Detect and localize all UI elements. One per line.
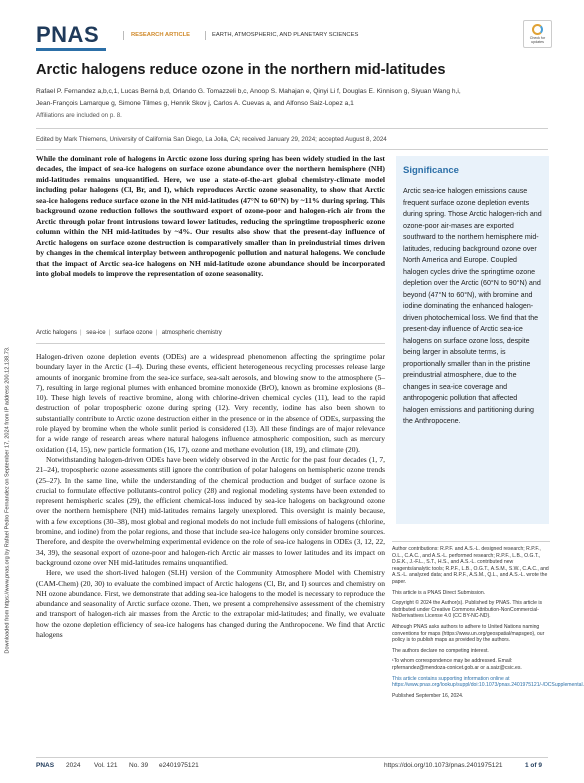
competing-interest-note: The authors declare no competing interest. [392, 647, 489, 654]
divider [36, 343, 385, 344]
keyword[interactable]: Arctic halogens [36, 330, 78, 336]
refresh-icon [532, 24, 543, 35]
main-text [36, 352, 385, 640]
keywords: Arctic halogens | sea-ice | surface ozone | atmospheric chemistry [36, 330, 222, 336]
significance-title: Significance [403, 165, 459, 176]
article-title: Arctic halogens reduce ozone in the northern mid-latitudes [36, 62, 446, 78]
article-section: EARTH, ATMOSPHERIC, AND PLANETARY SCIENCES [212, 32, 359, 38]
download-watermark [2, 250, 14, 750]
divider [36, 149, 548, 150]
significance-text: Arctic sea-ice halogen emissions cause frequent surface ozone depletion events during spring. Those Arctic halogen-rich and ozone-poor air-mases are exported southward to the northern hemisphere mid-latitudes, reducing background ozone over North America and Europe. Coupled halogen cycles drive the springtime ozone depletion over the Arctic (60°N to 90°N) and beyond (47°N to 60°N), with bromine and iodine dominating the enhanced halogen-driven photochemical loss. We find that the present-day influence of Arctic sea-ice halogens on surface ozone loss, despite being larger in absolute terms, is proportionally smaller than in the pristine preindustrial atmosphere, due to the changes in sea-ice coverage and anthropogenic pollution that affected halogen emissions and partitioning during the Anthropocene. [403, 187, 542, 425]
divider [392, 541, 550, 542]
check-updates-label: Check for updates [529, 36, 546, 44]
download-watermark-text: Downloaded from https://www.pnas.org by Rafael Pedro Fernandez on September 17, 2024 from IP address 200.12.138.73. [5, 346, 11, 654]
footer-year: 2024 [66, 762, 81, 769]
author-list [36, 86, 506, 109]
check-for-updates-button[interactable] [523, 20, 552, 48]
footer-page-number: 1 of 9 [525, 762, 542, 769]
pnas-logo[interactable]: PNAS [36, 22, 100, 47]
author-contributions: Author contributions: R.P.F. and A.S.-L. designed research; R.P.F., O.L., C.A.C., and A.S.-L. performed research; R.P.F., L.B., O.G.T., D.E.K., J.-F.L., S.T., H.S., and A.S.-L. contributed new reagents/analytic tools; R.P.F., L.B., O.G.T., A.S.M., S.W., C.A.C., and A.S.-L. analyzed data; and R.P.F., A.S.M., Q.L., and A.S.-L. wrote the paper. [392, 546, 549, 585]
divider [36, 757, 548, 758]
article-notes [392, 546, 584, 703]
footer-article-id: e2401975121 [159, 762, 199, 769]
footer-doi-link[interactable]: https://doi.org/10.1073/pnas.2401975121 [384, 762, 503, 769]
keyword[interactable]: atmospheric chemistry [161, 330, 222, 336]
divider [205, 31, 206, 40]
divider [123, 31, 124, 40]
abstract: While the dominant role of halogens in Arctic ozone loss during spring has been widely studied in the last decades, the impact of sea-ice halogens on surface ozone abundance over the northern hemisphere (NH) mid-latitudes remains unquantified. Here, we use a state-of-the-art global chemistry-climate model including polar halogens (Cl, Br, and I), which reproduces Arctic ozone seasonality, to show that Arctic sea-ice halogens reduce surface ozone in the NH mid-latitudes (47°N to 60°N) by ~11% during spring. This background ozone reduction follows the southward export of ozone-poor and halogen-rich air from the Arctic through polar front intrusions toward lower latitudes, reducing the springtime tropospheric ozone column within the NH mid-latitudes by ~4%. Our results also show that the present-day influence of Arctic halogens on surface ozone destruction is comparatively smaller than in preindustrial times driven by changes in the chemical interplay between anthropogenic pollution and natural halogens. We conclude that the impact of Arctic sea-ice halogens on NH mid-latitude ozone abundance should be incorporated into global models to improve the representation of ozone seasonality. [36, 154, 385, 278]
direct-submission-note: This article is a PNAS Direct Submission. [392, 589, 486, 596]
page-footer [36, 762, 552, 774]
edited-by: Edited by Mark Thiemens, University of California San Diego, La Jolla, CA; received January 29, 2024; accepted August 8, 2024 [36, 136, 387, 143]
author-line: Rafael P. Fernandez a,b,c,1, Lucas Berná b,d, Orlando G. Tomazzeli b,c, Anoop S. Mahajan e, Qinyi Li f, Douglas E. Kinnison g, Siyuan Wang h,i, [36, 88, 461, 95]
article-type: RESEARCH ARTICLE [131, 32, 191, 38]
logo-underline [36, 48, 106, 51]
divider [36, 128, 548, 129]
footer-number: No. 39 [129, 762, 149, 769]
journal-header [36, 20, 551, 50]
keyword[interactable]: surface ozone [114, 330, 153, 336]
paragraph: Notwithstanding halogen-driven ODEs have been widely observed in the Arctic for the past four decades (1, 7, 21–24), tropospheric ozone assessments still ignore the contribution of polar halogens on hemispheric ozone trends (25–27). In the same line, while the understanding of the chemical production and budget of surface ozone is crucial to formulate effective pollutants-control policy (28) and regional modeling systems have been extended to represent hemispheric scales (29), the efficient chemical-loss induced by sea-ice halogens on background ozone over the northern hemisphere (NH) mid-latitudes remains largely unexplored. This oversight is mainly because, with a few exceptions (30–38), most global and regional models do not include full emissions of halogens (chlorine, bromine, and iodine) from the polar regions, and those that include sea-ice halogens only consider bromine sources. Therefore, and despite the overwhelming experimental evidence on the role of sea-ice halogens in ODEs (3, 12, 22, 34, 39), the seasonal export of ozone-poor and halogen-rich Arctic air masses to lower latitudes and its impact on background ozone over NH mid-latitudes remains unquantified. [36, 454, 385, 567]
footer-volume: Vol. 121 [94, 762, 118, 769]
published-date: Published September 16, 2024. [392, 692, 464, 699]
paragraph: Halogen-driven ozone depletion events (ODEs) are a widespread phenomenon affecting the springtime polar boundary layer in the Arctic (1–4). During these events, efficient heterogeneous recycling processes release large amounts of inorganic bromine from the sea-ice surface, sea-salt aerosols, and blowing snow to the atmosphere (5–7), resulting in large regional plumes with enhanced bromine monoxide (BrO), known as bromine explosions (8–10). These high levels of reactive bromine, along with chlorine-driven chemical cycles (11), lead to the rapid destruction of polar tropospheric ozone during spring (12). Very recently, iodine has also been shown to substantially contribute to Arctic ozone destruction either in the presence or in the absence of ODEs, surpassing the role played by bromine when the whole sunlit period is considered (13). All these findings are of major relevance for a wide range of research areas where natural halogens influence atmospheric composition, such as mercury oxidation (14, 15), new particle formation (16, 17), ozone and methane evolution (18, 19), and climate (20). [36, 352, 385, 454]
supporting-info-link[interactable]: This article contains supporting information online at https://www.pnas.org/lookup/suppl/doi:10.1073/pnas.2401975121/-/DCSupplemental. [392, 675, 584, 689]
affiliations-note: Affiliations are included on p. 8. [36, 112, 122, 119]
author-line: Jean-François Lamarque g, Simone Tilmes g, Henrik Skov j, Carlos A. Cuevas a, and Alfonso Saiz-Lopez a,1 [36, 99, 354, 107]
paragraph: Here, we used the short-lived halogen (SLH) version of the Community Atmosphere Model with Chemistry (CAM-Chem) (20, 30) to evaluate the combined impact of Arctic halogens (Cl, Br, and I) sources and chemistry on NH ozone abundance. First, we demonstrate that adding sea-ice halogens to the model is necessary to reproduce the abundance and seasonality of Arctic surface ozone. Then, we present a comprehensive assessment of the chemistry and transport of halogen-rich air masses from the Arctic to the extrapolar mid-latitudes; and finally, we evaluate how the ozone depletion efficiency of sea-ice halogens has changed during the Anthropocene. We find that Arctic halogens [36, 568, 385, 640]
correspondence-note: ¹To whom correspondence may be addressed. Email: rpfernandez@mendoza-conicet.gob.ar or a.saiz@csic.es. [392, 658, 522, 671]
significance-box [396, 156, 549, 524]
footer-journal: PNAS [36, 762, 55, 769]
keyword[interactable]: sea-ice [86, 330, 106, 336]
maps-note: Although PNAS asks authors to adhere to United Nations naming conventions for maps (https://www.un.org/geospatial/mapsgeo), our policy is to publish maps as provided by the authors. [392, 623, 545, 644]
copyright-note: Copyright © 2024 the Author(s). Published by PNAS. This article is distributed under Creative Commons Attribution-NonCommercial-NoDerivatives License 4.0 (CC BY-NC-ND). [392, 600, 543, 620]
